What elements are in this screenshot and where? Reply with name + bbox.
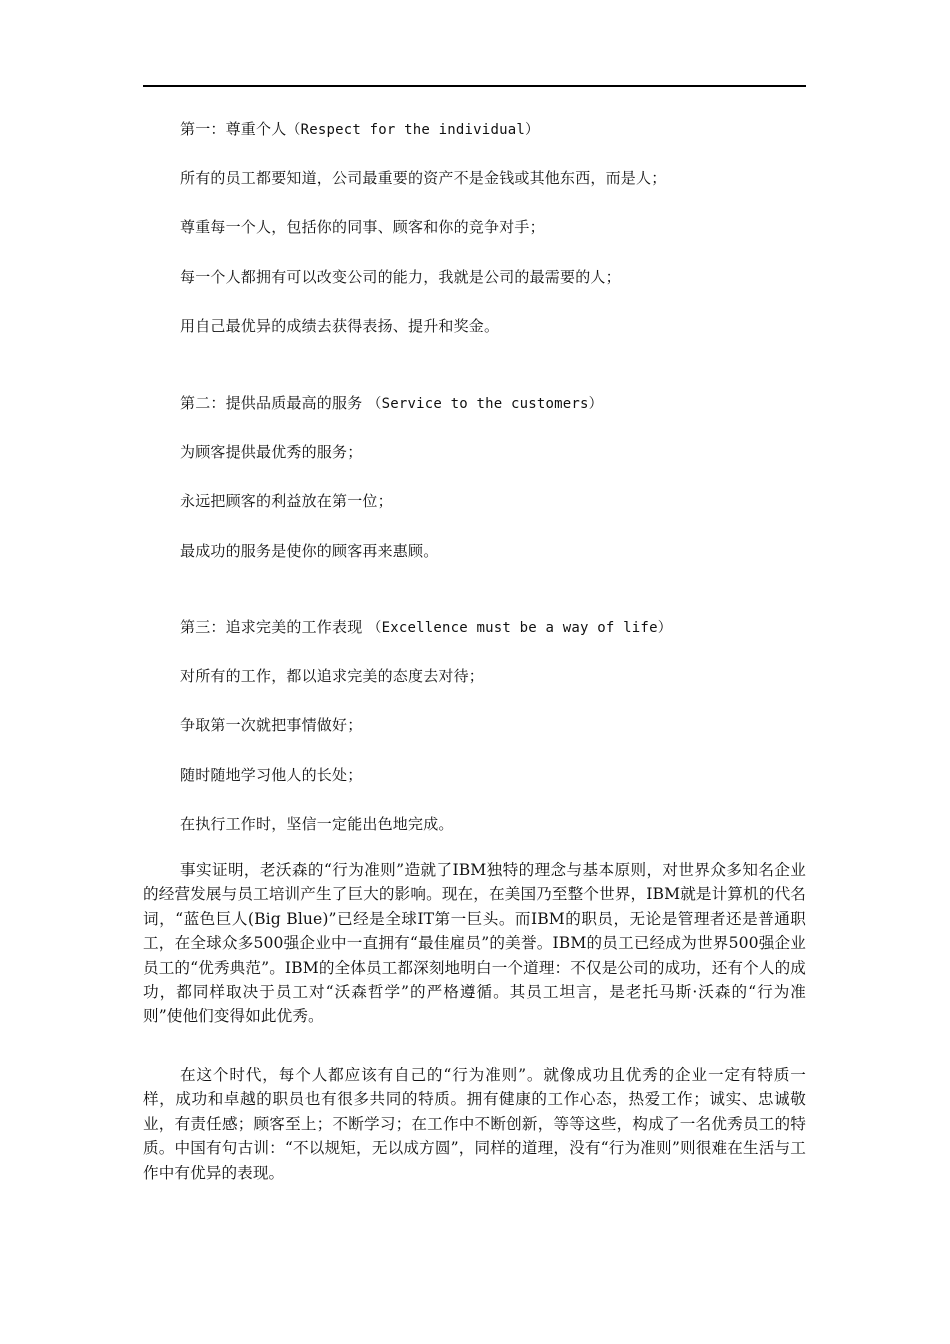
section-heading-en: （Excellence must be a way of life） xyxy=(367,620,672,636)
list-item: 用自己最优异的成绩去获得表扬、提升和奖金。 xyxy=(180,317,500,335)
list-item: 每一个人都拥有可以改变公司的能力，我就是公司的最需要的人； xyxy=(180,268,621,286)
section-heading-en: （Service to the customers） xyxy=(367,396,603,412)
section-heading-3 xyxy=(180,617,672,638)
section-heading-1 xyxy=(180,119,539,140)
list-item: 尊重每一个人，包括你的同事、顾客和你的竞争对手； xyxy=(180,218,545,236)
section-heading-text: 第一：尊重个人 xyxy=(180,120,287,138)
section-heading-text: 第三：追求完美的工作表现 xyxy=(180,618,368,636)
list-item: 对所有的工作，都以追求完美的态度去对待； xyxy=(180,667,485,685)
list-item: 永远把顾客的利益放在第一位； xyxy=(180,492,393,510)
list-item: 最成功的服务是使你的顾客再来惠顾。 xyxy=(180,542,439,560)
list-item: 在执行工作时，坚信一定能出色地完成。 xyxy=(180,815,454,833)
list-item: 争取第一次就把事情做好； xyxy=(180,716,363,734)
section-heading-2 xyxy=(180,393,603,414)
body-paragraph-1: 事实证明，老沃森的“行为准则”造就了IBM独特的理念与基本原则，对世界众多知名企业的经营发展与员工培训产生了巨大的影响。现在，在美国乃至整个世界，IBM就是计算机的代名词，“蓝色巨人(Big Blue)”已经是全球IT第一巨头。而IBM的职员，无论是管理者还是普通职工，在全球众多500强企业中一直拥有“最佳雇员”的美誉。IBM的员工已经成为世界500强企业员工的“优秀典范”。IBM的全体员工都深刻地明白一个道理：不仅是公司的成功，还有个人的成功，都同样取决于员工对“沃森哲学”的严格遵循。其员工坦言，是老托马斯·沃森的“行为准则”使他们变得如此优秀。 xyxy=(143,861,806,1026)
header-rule xyxy=(143,85,806,87)
list-item: 所有的员工都要知道，公司最重要的资产不是金钱或其他东西，而是人； xyxy=(180,169,667,187)
body-paragraph-2: 在这个时代，每个人都应该有自己的“行为准则”。就像成功且优秀的企业一定有特质一样，成功和卓越的职员也有很多共同的特质。拥有健康的工作心态，热爱工作；诚实、忠诚敬业，有责任感；顾客至上；不断学习；在工作中不断创新，等等这些，构成了一名优秀员工的特质。中国有句古训：“不以规矩，无以成方圆”，同样的道理，没有“行为准则”则很难在生活与工作中有优异的表现。 xyxy=(143,1066,806,1182)
section-heading-en: （Respect for the individual） xyxy=(286,122,540,138)
list-item: 为顾客提供最优秀的服务； xyxy=(180,443,363,461)
list-item: 随时随地学习他人的长处； xyxy=(180,766,363,784)
section-heading-text: 第二：提供品质最高的服务 xyxy=(180,394,368,412)
